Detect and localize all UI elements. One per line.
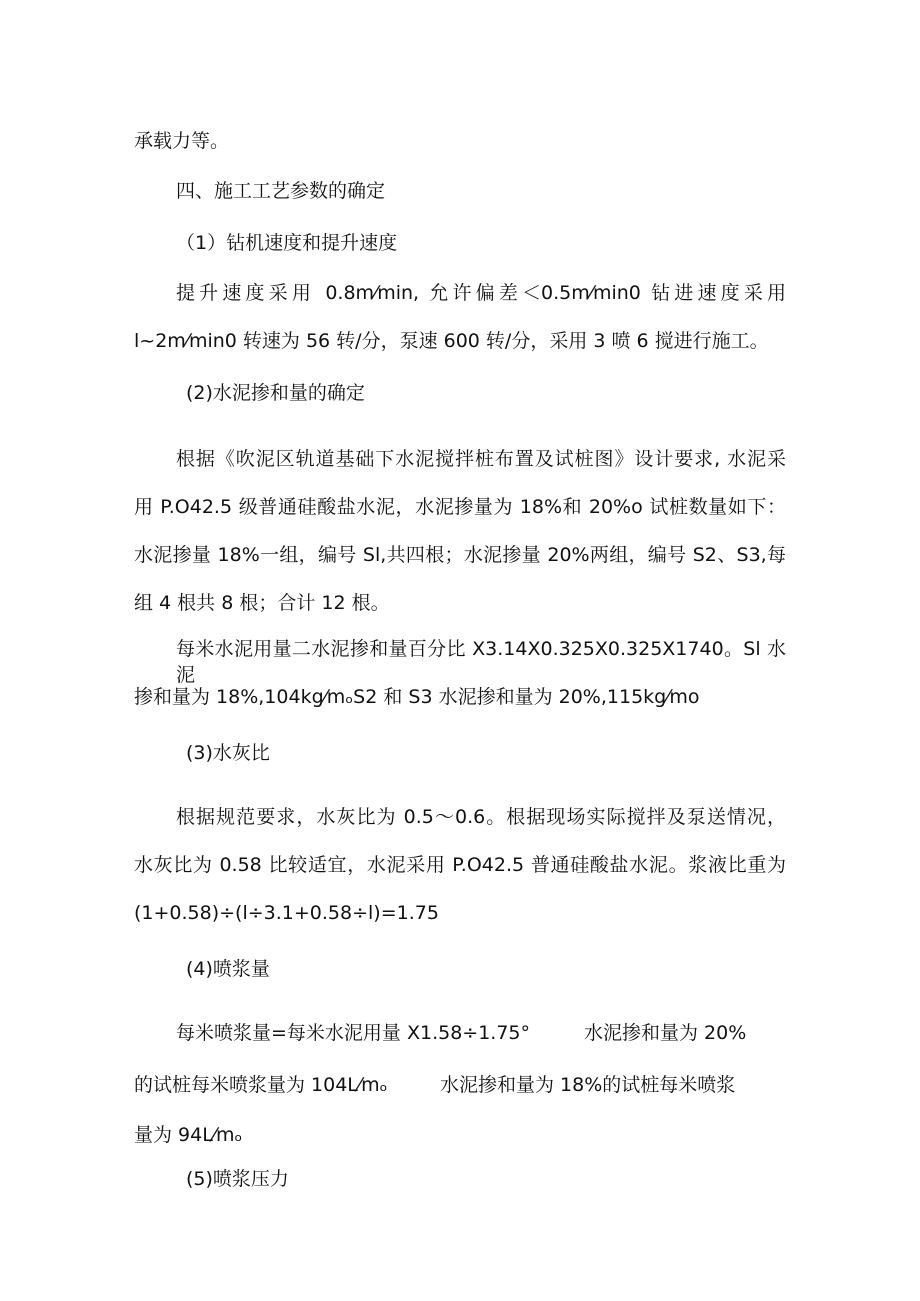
paragraph-line: 掺和量为 18%,104kg⁄mₒS2 和 S3 水泥掺和量为 20%,115kg⁄mo (134, 686, 700, 708)
paragraph-line: (1+0.58)÷(l÷3.1+0.58÷l)=1.75 (134, 902, 439, 924)
subsection-heading: (2)水泥掺和量的确定 (186, 382, 365, 404)
paragraph-line: 的试桩每米喷浆量为 104L⁄mₒ (134, 1074, 388, 1096)
paragraph-line: 每米喷浆量=每米水泥用量 X1.58÷1.75° (176, 1022, 531, 1044)
paragraph-line: 水泥掺和量为 18%的试桩每米喷浆 (440, 1074, 736, 1096)
subsection-heading: （1）钻机速度和提升速度 (176, 232, 398, 254)
paragraph-line: 组 4 根共 8 根；合计 12 根。 (134, 592, 390, 614)
paragraph-line: 承载力等。 (134, 130, 230, 152)
paragraph-line: 水泥掺和量为 20% (584, 1022, 747, 1044)
paragraph-line: 用 P.O42.5 级普通硅酸盐水泥，水泥掺量为 18%和 20%o 试桩数量如下： (134, 496, 786, 518)
paragraph-line: l~2m⁄min0 转速为 56 转/分，泵速 600 转/分，采用 3 喷 6 搅进行施工。 (134, 330, 769, 352)
paragraph-line: 提升速度采用 0.8m⁄min, 允许偏差＜0.5m⁄min0 钻进速度采用 (176, 282, 786, 304)
paragraph-line: 根据规范要求，水灰比为 0.5～0.6。根据现场实际搅拌及泵送情况， (176, 806, 786, 828)
paragraph-line: 每米水泥用量二水泥掺和量百分比 X3.14X0.325X0.325X1740。Sl 水泥 (176, 638, 786, 686)
subsection-heading: (3)水灰比 (186, 742, 270, 764)
paragraph-line: 水泥掺量 18%一组，编号 Sl,共四根；水泥掺量 20%两组，编号 S2、S3,每 (134, 544, 786, 566)
subsection-heading: (4)喷浆量 (186, 958, 270, 980)
paragraph-line: 根据《吹泥区轨道基础下水泥搅拌桩布置及试桩图》设计要求, 水泥采 (176, 448, 786, 470)
paragraph-line: 量为 94L⁄mₒ (134, 1124, 243, 1146)
subsection-heading: (5)喷浆压力 (186, 1168, 289, 1190)
paragraph-line: 水灰比为 0.58 比较适宜，水泥采用 P.O42.5 普通硅酸盐水泥。浆液比重为 (134, 854, 786, 876)
section-heading: 四、施工工艺参数的确定 (176, 180, 386, 202)
